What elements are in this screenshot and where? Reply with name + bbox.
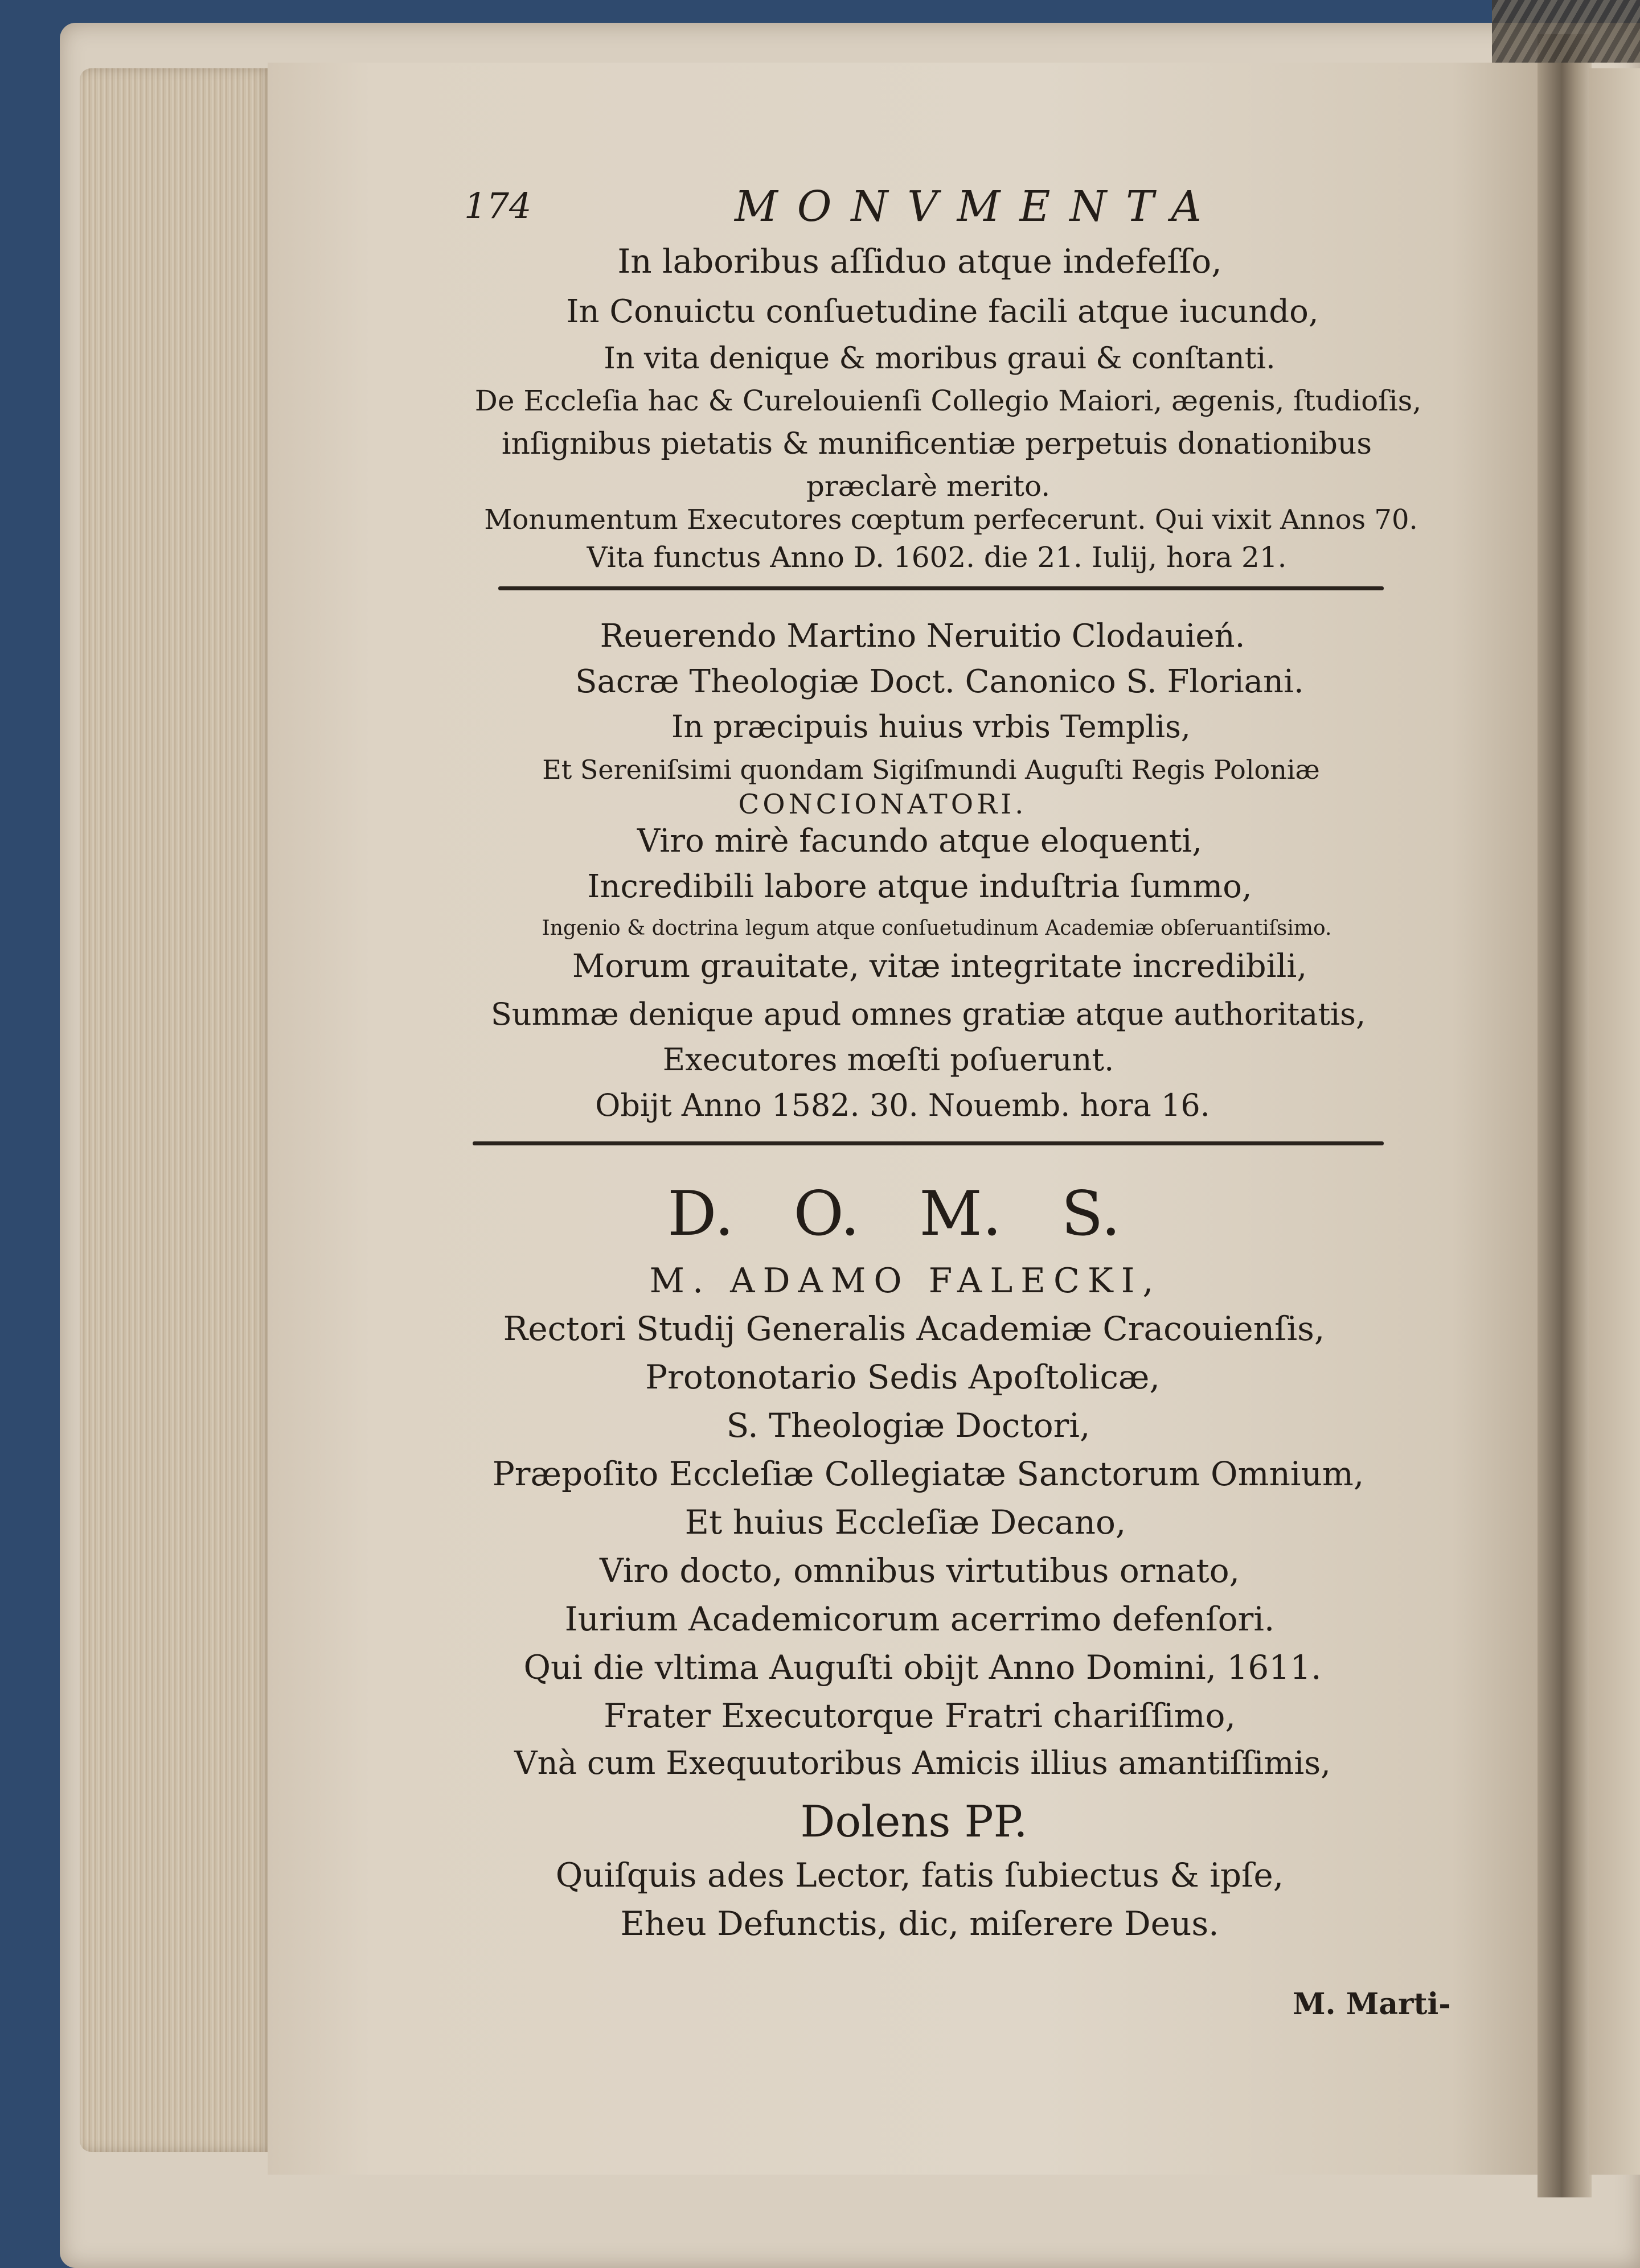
epitaph3-line-9: Qui die vltima Auguſti obijt Anno Domini, 1611. — [523, 1648, 1322, 1687]
epitaph3-line-2: Rectori Studij Generalis Academiæ Cracouienſis, — [503, 1309, 1325, 1348]
epitaph2-line-6: Viro mirè facundo atque eloquenti, — [637, 823, 1203, 860]
epitaph2-line-3: In præcipuis huius vrbis Templis, — [671, 709, 1191, 745]
epitaph3-line-7: Viro docto, omnibus virtutibus ornato, — [599, 1551, 1240, 1590]
divider-1 — [498, 586, 1384, 590]
epitaph3-line-13: Quiſquis ades Lector, fatis ſubiectus & ipſe, — [555, 1856, 1284, 1895]
epitaph3-line-1: M. ADAMO FALECKI, — [649, 1261, 1162, 1301]
spine-binding — [1492, 0, 1640, 63]
epitaph3-line-4: S. Theologiæ Doctori, — [726, 1406, 1090, 1445]
divider-2 — [473, 1141, 1384, 1145]
epitaph2-line-9: Morum grauitate, vitæ integritate incredibili, — [572, 948, 1307, 985]
epitaph3-line-6: Et huius Eccleſiæ Decano, — [684, 1503, 1126, 1542]
epitaph3-line-5: Præpoſito Eccleſiæ Collegiatæ Sanctorum Omnium, — [492, 1455, 1364, 1493]
epitaph1-line-3: In vita denique & moribus graui & conſtanti. — [604, 342, 1276, 376]
epitaph1-line-7: Monumentum Executores cœptum perfecerunt. Qui vixit Annos 70. — [484, 504, 1418, 536]
epitaph2-line-10: Summæ denique apud omnes gratiæ atque authoritatis, — [490, 996, 1366, 1032]
epitaph1-line-1: In laboribus aſſiduo atque indefeſſo, — [617, 242, 1222, 281]
epitaph2-line-4: Et Sereniſsimi quondam Sigiſmundi Auguſti Regis Poloniæ — [542, 754, 1320, 785]
epitaph2-line-5: CONCIONATORI. — [738, 788, 1027, 820]
running-title: MONVMENTA — [735, 182, 1221, 231]
epitaph1-line-2: In Conuictu conſuetudine facili atque iucundo, — [566, 293, 1319, 330]
epitaph1-line-4: De Eccleſia hac & Curelouienſi Collegio Maiori, ægenis, ſtudioſis, — [474, 384, 1422, 417]
epitaph2-line-11: Executores mœſti poſuerunt. — [662, 1042, 1114, 1078]
page-number: 174 — [464, 185, 532, 227]
epitaph3-line-11: Vnà cum Exequutoribus Amicis illius amantiſſimis, — [514, 1745, 1331, 1782]
epitaph3-line-10: Frater Executorque Fratri chariſſimo, — [604, 1696, 1236, 1735]
epitaph2-line-8: Ingenio & doctrina legum atque conſuetudinum Academiæ obſeruantiſsimo. — [542, 917, 1332, 940]
epitaph2-line-7: Incredibili labore atque induſtria ſummo, — [587, 868, 1252, 905]
epitaph3-line-12: Dolens PP. — [800, 1796, 1028, 1847]
epitaph2-line-12: Obijt Anno 1582. 30. Nouemb. hora 16. — [595, 1087, 1210, 1123]
epitaph2-line-1: Reuerendo Martino Neruitio Clodauień. — [600, 618, 1245, 655]
epitaph2-line-2: Sacræ Theologiæ Doct. Canonico S. Floriani. — [575, 663, 1304, 700]
epitaph3-line-8: Iurium Academicorum acerrimo defenſori. — [564, 1600, 1275, 1638]
epitaph1-line-5: inſignibus pietatis & munificentiæ perpetuis donationibus — [501, 427, 1372, 461]
catchword: M. Marti- — [1293, 1987, 1451, 2022]
epitaph1-line-6: præclarè merito. — [806, 470, 1051, 503]
epitaph3-line-14: Eheu Defunctis, dic, miſerere Deus. — [620, 1904, 1219, 1943]
epitaph3-heading: D. O. M. S. — [667, 1178, 1121, 1250]
epitaph3-line-3: Protonotario Sedis Apoſtolicæ, — [645, 1358, 1160, 1396]
page-edges — [80, 68, 273, 2152]
facing-page-edge — [1589, 68, 1640, 2175]
page-text — [268, 63, 1555, 2175]
epitaph1-line-8: Vita functus Anno D. 1602. die 21. Iulij, hora 21. — [587, 541, 1287, 574]
